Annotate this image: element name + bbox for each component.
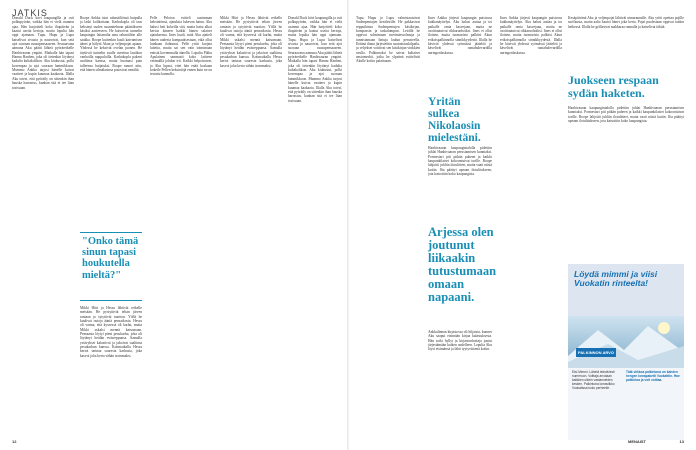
right-column-2a bbox=[428, 16, 492, 92]
page-number-left: 12 bbox=[12, 439, 17, 444]
body-text: Tupu, Hupu ja Lupu valmistautuivat Sudenpentujen kesäleirille. He pakkasivat reppuihinsa Sudenpentujen käsikirjan, kompassin ja taskulampun. Leirillä he oppivat solmimaan merimiessolmuja ja tunnistamaan lintuja laulun perusteella. Eräänä iltana järjestettiin suunnistuskilpailu, ja veljekset voittivat sen käsikirjan vinkkien avulla. Palkinnoksi he saivat kultaiset ansiomerkit, jotka he ylpeänä esittelivät Akulle kotiin palattuaan. bbox=[356, 16, 420, 64]
mountain-illustration bbox=[568, 316, 684, 368]
page-number-right: 13 bbox=[679, 439, 684, 444]
right-column-4b bbox=[568, 106, 684, 260]
left-column-2 bbox=[80, 16, 142, 226]
pullquote: "Onko tämä sinun tapasi houkutella mieltä?" bbox=[82, 236, 139, 281]
left-column-2b bbox=[80, 306, 142, 436]
subheading-2: Arjessa olen joutunut liikaakin tutustumaan omaan napaani. bbox=[428, 225, 497, 304]
pullquote-rule-bottom bbox=[80, 300, 142, 301]
body-text: Roope Ankka istui rahasäiliönsä huipulla ja laski kolikoitaan. Karhukopla oli taas keksinyt uuden suunnitelman päästäkseen käsiksi aarteeseen. He kaivoivat tunnelin kaupungin laitamilta aina rahasäiliön alle saakka. Roope kuitenkin kuuli kaivamisen äänet ja hälytti Akun ja veljenpojat apuun. Yhdessä he keksivät ovelan juonen. He täyttivät tunnelin suulle asetetun laatikon vanhoilla nappuloilla. Karhukopla pakeni saaliinsa kanssa, mutta huomasi pian tulleensa huijatuksi. Roope nauroi niin, että hänen silmälasinsa putosivat nenältä. bbox=[80, 16, 142, 73]
body-text: Iines Ankka järjesti kaupungin puistossa kukkanäyttelyn. Aku halusi auttaa ja toi paikalle omia kasvejaan, mutta ne osoittautuivat rikkaruohoiksi. Iines ei ollut iloinen, mutta tuomaristo palkitsi Akun erikoispalkinnolla sinnikkyydestä. Illalla he kävivät yhdessä syömässä jäätelöä ja kävelivät rantabulevardilla auringonlaskussa. bbox=[428, 16, 492, 55]
ad-prize-badge: PALKINNON ARVO bbox=[576, 348, 616, 357]
magazine-name: MENAIST bbox=[628, 439, 646, 444]
subheading-1: Yritän sulkea Nikolaosin mielestäni. bbox=[428, 96, 481, 144]
body-text: Donald Duck kävi kaupungilla ja osti polkupyörän, vaikka hän ei vielä osannut ajaa. Hän harjoitteli koko iltapäivän ja kaatui useita kertoja, mutta lopulta hän oppi ajamaan. Tupu, Hupu ja Lupu katselivat sivusta ja nauroivat, kun setä ajoi suoraan ruusupensaaseen. Seuraavana aamuna Aku päätti lähteä pyöräretkelle Hanhivaaran ympäri. Matkalla hän tapasi Hannu Hanhen, joka oli tietenkin löytänyt kadulta kultakolikon. Aku kiukustui, polki kovempaa ja ajoi suoraan lammikkoon. Mummo Ankka tarjosi hänelle kuivat vaatteet ja kupin kuumaa kaakaota. Illalla Aku totesi, että pyöräily on sittenkin ihan hauska harrastus, kunhan sitä ei tee liian tosissaan. bbox=[288, 16, 342, 103]
ad-header bbox=[568, 264, 684, 316]
left-column-5 bbox=[288, 16, 342, 436]
body-text: Kesäpäivänä Aku ja veljenpojat lähtivät uimarannalle. Aku yritti opettaa pojille surffausta, mutta aalto kaatoi hänet joka kerta. Pojat puolestaan oppivat taidon hetkessä. Illalla he grillasivat makkaraa rannalla ja katselivat tähtiä. bbox=[568, 16, 684, 29]
left-column-3 bbox=[150, 16, 212, 436]
pullquote-rule-top bbox=[80, 232, 142, 233]
body-text: Hanhivaaran kaupungintalolla pidettiin juhlat Hanhivaaran perustamisen kunniaksi. Pormestari piti pitkän puheen ja kaikki kaupunkilaiset kokoontuivat torille. Roope lahjoitti juhliin ilotulitteet, mutta vaati niistä kuitin. Ilta päättyi upeaan ilotulitukseen, jota katsottiin koko kaupungista. bbox=[568, 106, 684, 124]
section-label: JATKIS bbox=[12, 8, 48, 18]
right-column-1 bbox=[356, 16, 420, 436]
right-column-3 bbox=[500, 16, 562, 436]
body-text: Ankkalinnan kirjastossa oli hiljaista, kunnes Aku saapui etsimään kirjaa kalastuksesta. Hän sotki hyllyt ja kirjastonhoitaja joutui järjestämään kaiken uudelleen. Lopulta Aku löysi etsimänsä ja lähti tyytyväisenä kotiin. bbox=[428, 330, 492, 352]
ad-side-text: Tätä viikkoa palkintona on kahden hengen lomapaketti Vuokattiin. Hae palkintoa ja voit voittaa. bbox=[626, 370, 680, 382]
body-text: Donald Duck kävi kaupungilla ja osti polkupyörän, vaikka hän ei vielä osannut ajaa. Hän harjoitteli koko iltapäivän ja kaatui useita kertoja, mutta lopulta hän oppi ajamaan. Tupu, Hupu ja Lupu katselivat sivusta ja nauroivat, kun setä ajoi suoraan ruusupensaaseen. Seuraavana aamuna Aku päätti lähteä pyöräretkelle Hanhivaaran ympäri. Matkalla hän tapasi Hannu Hanhen, joka oli tietenkin löytänyt kadulta kultakolikon. Aku kiukustui, polki kovempaa ja ajoi suoraan lammikkoon. Mummo Ankka tarjosi hänelle kuivat vaatteet ja kupin kuumaa kaakaota. Illalla Aku totesi, että pyöräily on sittenkin ihan hauska harrastus, kunhan sitä ei tee liian tosissaan. bbox=[12, 16, 74, 90]
subheading-3: Juokseen respaan sydän haketen. bbox=[568, 73, 659, 100]
right-column-4a bbox=[568, 16, 684, 72]
page-gutter bbox=[347, 0, 349, 450]
body-text: Hanhivaaran kaupungintalolla pidettiin juhlat Hanhivaaran perustamisen kunniaksi. Pormestari piti pitkän puheen ja kaikki kaupunkilaiset kokoontuivat torille. Roope lahjoitti juhliin ilotulitteet, mutta vaati niistä kuitin. Ilta päättyi upeaan ilotulitukseen, jota katsottiin koko kaupungista. bbox=[428, 146, 492, 177]
body-text: Mikki Hiiri ja Hessu lähtivät retkelle metsään. He pystyttivät teltan järven rantaan ja sytyttivät nuotion. Yöllä he kuulivat outoja ääniä pensaikosta. Hessu oli varma, että kyseessä oli karhu, mutta Mikki uskalsi mennä katsomaan. Pensaasta löytyi pieni pesukarhu, joka oli löytänyt heidän eväsreppunsa. Aamulla ystävykset kalastivat ja jakoivat saaliinsa pesukarhun kanssa. Kotimatkalla Hessu kertoi tarinaa suuresta karhusta, joka kasvoi joka kerta vähän isommaksi. bbox=[80, 306, 142, 358]
advertisement bbox=[568, 264, 684, 440]
ad-instructions: Etsi Mimmi. Lähetä tekstiviesti numeroon. Voittaja arvotaan kaikkien oikein vastanneiden kesken. Palkintona lomaviikko Vuokatissa koko perheelle. bbox=[572, 370, 615, 390]
left-column-1 bbox=[12, 16, 74, 436]
body-text: Mikki Hiiri ja Hessu lähtivät retkelle metsään. He pystyttivät teltan järven rantaan ja sytyttivät nuotion. Yöllä he kuulivat outoja ääniä pensaikosta. Hessu oli varma, että kyseessä oli karhu, mutta Mikki uskalsi mennä katsomaan. Pensaasta löytyi pieni pesukarhu, joka oli löytänyt heidän eväsreppunsa. Aamulla ystävykset kalastivat ja jakoivat saaliinsa pesukarhun kanssa. Kotimatkalla Hessu kertoi tarinaa suuresta karhusta, joka kasvoi joka kerta vähän isommaksi. bbox=[220, 16, 282, 68]
ad-ski-image bbox=[568, 316, 684, 368]
body-text: Iines Ankka järjesti kaupungin puistossa kukkanäyttelyn. Aku halusi auttaa ja toi paikalle omia kasvejaan, mutta ne osoittautuivat rikkaruohoiksi. Iines ei ollut iloinen, mutta tuomaristo palkitsi Akun erikoispalkinnolla sinnikkyydestä. Illalla he kävivät yhdessä syömässä jäätelöä ja kävelivät rantabulevardilla auringonlaskussa. bbox=[500, 16, 562, 55]
left-column-4 bbox=[220, 16, 282, 436]
right-column-2b bbox=[428, 146, 492, 220]
right-column-2c bbox=[428, 330, 492, 436]
body-text: Pelle Peloton esitteli uusimman keksintönsä, ajatuksia lukevan hatun. Aku halusi heti kokeilla sitä, mutta hattu alkoi kertoa ääneen kaikki hänen salaiset ajatuksensa. Iines kuuli, mitä Aku ajatteli hänen uudesta kampauksestaan, eikä ollut lainkaan ilahtunut. Pelle yritti korjata laitetta, mutta sai sen vain toimimaan entistä kovemmalla äänellä. Lopulta Pikku Apulainen sammutti koko laitteen vetämällä johdon irti. Kaikki helpottuivat, ja Aku lupasi, ettei hän enää koskaan kokeile Pellen keksintöjä ennen kuin ne on testattu kunnolla. bbox=[150, 16, 212, 77]
ad-title: Löydä mimmi ja viisi Vuokatin rinteelta! bbox=[574, 269, 658, 288]
